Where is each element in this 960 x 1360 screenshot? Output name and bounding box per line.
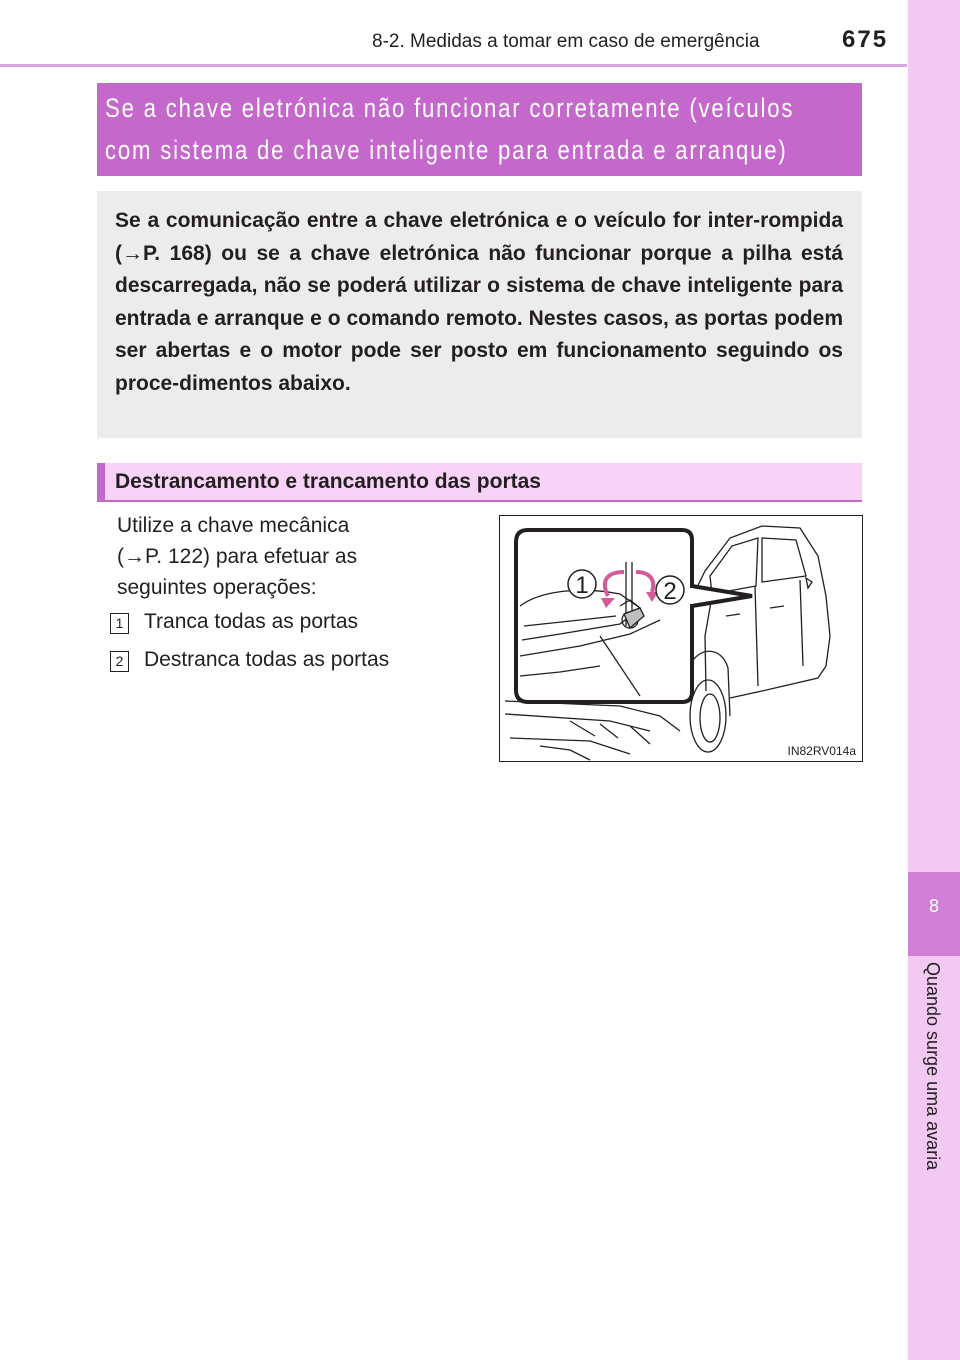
step-text: Tranca todas as portas [144, 610, 358, 633]
main-title-line-1: Se a chave eletrónica não funcionar corretamente (veículos [105, 93, 795, 123]
intro-box [97, 191, 862, 438]
page-number: 675 [842, 26, 889, 53]
chapter-title: Quando surge uma avaria [923, 962, 943, 1171]
step-number-badge: 2 [110, 651, 129, 672]
callout-2-label: 2 [663, 578, 677, 605]
door-key-illustration [499, 515, 863, 762]
section-heading [97, 463, 862, 502]
intro-paragraph: Se a comunicação entre a chave eletrónica e o veículo for inter-rompida (→P. 168) ou se a chave eletrónica não funcionar porque a pilha está descarregada, não se poderá utilizar o sistema de chave inteligente para entrada e arranque e o comando remoto. Nestes casos, as portas podem ser abertas e o motor pode ser posto em funcionamento seguindo os proce-dimentos abaixo. [115, 209, 843, 395]
step-number-badge: 1 [110, 613, 129, 634]
instruction-line-2: (→P. 122) para efetuar as [117, 545, 358, 568]
instruction-line-3: seguintes operações: [117, 576, 317, 599]
section-heading-bar [97, 463, 105, 502]
callout-1-label: 1 [575, 572, 589, 599]
main-title [105, 87, 795, 171]
instruction-line-1: Utilize a chave mecânica [117, 514, 350, 537]
figure-code: IN82RV014a [787, 744, 856, 758]
step-text: Destranca todas as portas [144, 648, 390, 671]
chapter-number: 8 [928, 896, 939, 916]
section-header-title: 8-2. Medidas a tomar em caso de emergência [372, 31, 760, 52]
section-heading-label: Destrancamento e trancamento das portas [115, 470, 541, 493]
main-title-line-2: com sistema de chave inteligente para entrada e arranque) [105, 135, 788, 165]
car-door-drawing [500, 516, 862, 761]
header-divider [0, 64, 907, 67]
main-title-band [97, 83, 862, 176]
instruction-paragraph [117, 510, 417, 603]
